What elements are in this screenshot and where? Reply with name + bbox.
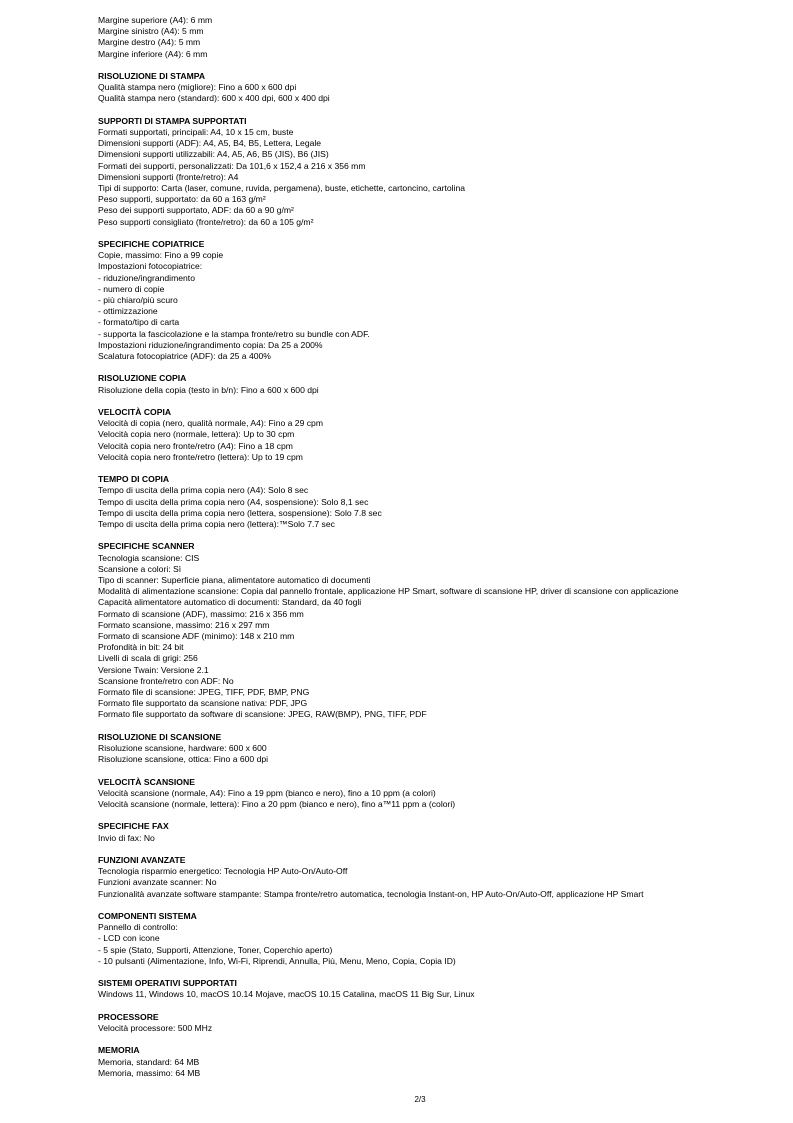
section-velocita-scansione [98,777,778,811]
spec-line: Qualità stampa nero (migliore): Fino a 600 x 600 dpi [98,82,297,93]
section-processore [98,1012,778,1034]
section-heading: TEMPO DI COPIA [98,474,170,485]
spec-line: Peso dei supporti supportato, ADF: da 60 a 90 g/m² [98,205,294,216]
spec-line: Scalatura fotocopiatrice (ADF): da 25 a 400% [98,351,271,362]
spec-line: Formati dei supporti, personalizzati: Da 101,6 x 152,4 a 216 x 356 mm [98,160,366,171]
section-heading: PROCESSORE [98,1011,159,1022]
spec-line: Risoluzione scansione, ottica: Fino a 600 dpi [98,754,269,765]
spec-line: Impostazioni fotocopiatrice: [98,261,203,272]
spec-line: Windows 11, Windows 10, macOS 10.14 Mojave, macOS 10.15 Catalina, macOS 11 Big Sur, Linux [98,989,475,1000]
spec-line: - supporta la fascicolazione e la stampa fronte/retro su bundle con ADF. [98,328,370,339]
spec-line: Funzioni avanzate scanner: No [98,877,217,888]
section-heading: COMPONENTI SISTEMA [98,911,197,922]
spec-line: Dimensioni supporti (fronte/retro): A4 [98,171,239,182]
spec-line: Copie, massimo: Fino a 99 copie [98,250,224,261]
spec-line: Margine inferiore (A4): 6 mm [98,48,208,59]
spec-line: Versione Twain: Versione 2.1 [98,664,209,675]
spec-line: Tempo di uscita della prima copia nero (lettera):™Solo 7.7 sec [98,519,335,530]
spec-line: Velocità copia nero fronte/retro (A4): Fino a 18 cpm [98,440,293,451]
section-heading: SPECIFICHE FAX [98,821,169,832]
spec-line: Capacità alimentatore automatico di documenti: Standard, da 40 fogli [98,597,362,608]
spec-line: Impostazioni riduzione/ingrandimento copia: Da 25 a 200% [98,339,323,350]
spec-line: Risoluzione scansione, hardware: 600 x 600 [98,743,267,754]
section-heading: SUPPORTI DI STAMPA SUPPORTATI [98,115,247,126]
section-heading: FUNZIONI AVANZATE [98,855,186,866]
section-supporti-di-stampa-supportati [98,116,778,228]
spec-line: Scansione fronte/retro con ADF: No [98,675,234,686]
spec-line: - ottimizzazione [98,306,158,317]
spec-line: Formato file supportato da software di scansione: JPEG, RAW(BMP), PNG, TIFF, PDF [98,709,427,720]
spec-line: Velocità copia nero fronte/retro (lettera): Up to 19 cpm [98,451,303,462]
spec-line: - 5 spie (Stato, Supporti, Attenzione, Toner, Coperchio aperto) [98,944,333,955]
spec-line: Funzionalità avanzate software stampante: Stampa fronte/retro automatica, tecnologia Instant-on, HP Auto-On/Auto-Off, applicazione HP Smart [98,888,644,899]
section-velocita-copia [98,407,778,463]
section-heading: RISOLUZIONE DI SCANSIONE [98,731,222,742]
section-memoria [98,1045,778,1079]
spec-line: Margine superiore (A4): 6 mm [98,15,213,25]
spec-line: Dimensioni supporti utilizzabili: A4, A5, A6, B5 (JIS), B6 (JIS) [98,149,329,160]
spec-line: Formato file di scansione: JPEG, TIFF, PDF, BMP, PNG [98,687,310,698]
spec-line: Livelli di scala di grigi: 256 [98,653,198,664]
section-specifiche-scanner [98,541,778,720]
spec-line: Risoluzione della copia (testo in b/n): Fino a 600 x 600 dpi [98,384,319,395]
spec-line: Peso supporti, supportato: da 60 a 163 g/m² [98,194,266,205]
margins-block [98,15,778,60]
section-heading: VELOCITÀ COPIA [98,407,172,418]
spec-line: Tempo di uscita della prima copia nero (lettera, sospensione): Solo 7.8 sec [98,507,382,518]
spec-line: Velocità scansione (normale, lettera): Fino a 20 ppm (bianco e nero), fino a™11 ppm a (colori) [98,799,456,810]
section-specifiche-copiatrice [98,239,778,362]
spec-document [98,15,778,1079]
spec-line: Dimensioni supporti (ADF): A4, A5, B4, B5, Lettera, Legale [98,138,322,149]
spec-line: Profondità in bit: 24 bit [98,642,184,653]
spec-line: Formato di scansione (ADF), massimo: 216 x 356 mm [98,608,304,619]
section-heading: MEMORIA [98,1045,140,1056]
spec-line: Tipi di supporto: Carta (laser, comune, ruvida, pergamena), buste, etichette, cartoncino, cartolina [98,183,466,194]
spec-line: Pannello di controllo: [98,922,178,933]
section-heading: SPECIFICHE COPIATRICE [98,239,205,250]
spec-line: Formati supportati, principali: A4, 10 x 15 cm, buste [98,127,294,137]
spec-line: Velocità copia nero (normale, lettera): Up to 30 cpm [98,429,295,440]
spec-line: - più chiaro/più scuro [98,295,178,306]
spec-sections [98,71,778,1079]
spec-line: Peso supporti consigliato (fronte/retro): da 60 a 105 g/m² [98,216,314,227]
section-tempo-di-copia [98,474,778,530]
spec-line: Qualità stampa nero (standard): 600 x 400 dpi, 600 x 400 dpi [98,93,330,104]
page-number: 2/3 [414,1095,426,1104]
section-heading: VELOCITÀ SCANSIONE [98,776,195,787]
spec-line: Formato file supportato da scansione nativa: PDF, JPG [98,698,308,709]
section-risoluzione-di-scansione [98,732,778,766]
spec-line: Memoria, standard: 64 MB [98,1056,200,1067]
section-funzioni-avanzate [98,855,778,900]
spec-line: - numero di copie [98,283,165,294]
spec-line: Scansione a colori: Sì [98,563,182,574]
spec-line: Velocità di copia (nero, qualità normale, A4): Fino a 29 cpm [98,418,323,429]
spec-line: - 10 pulsanti (Alimentazione, Info, Wi-Fi, Riprendi, Annulla, Più, Menu, Meno, Copia, Copia ID) [98,955,456,966]
section-sistemi-operativi-supportati [98,978,778,1000]
spec-line: Margine destro (A4): 5 mm [98,37,201,48]
spec-line: - LCD con icone [98,933,160,944]
spec-line: Formato scansione, massimo: 216 x 297 mm [98,619,270,630]
section-heading: RISOLUZIONE COPIA [98,373,187,384]
section-specifiche-fax [98,821,778,843]
spec-line: Tipo di scanner: Superficie piana, alimentatore automatico di documenti [98,575,371,586]
spec-line: Tecnologia scansione: CIS [98,552,200,563]
section-risoluzione-di-stampa [98,71,778,105]
spec-line: Velocità scansione (normale, A4): Fino a 19 ppm (bianco e nero), fino a 10 ppm (a colori) [98,787,436,798]
section-componenti-sistema [98,911,778,967]
spec-line: Memoria, massimo: 64 MB [98,1067,201,1078]
spec-line: Tempo di uscita della prima copia nero (A4, sospensione): Solo 8,1 sec [98,496,369,507]
spec-line: Invio di fax: No [98,832,155,843]
spec-line: - riduzione/ingrandimento [98,272,195,283]
spec-line: Velocità processore: 500 MHz [98,1023,213,1034]
spec-line: Formato di scansione ADF (minimo): 148 x 210 mm [98,631,295,642]
section-heading: SPECIFICHE SCANNER [98,541,195,552]
section-risoluzione-copia [98,373,778,395]
section-heading: SISTEMI OPERATIVI SUPPORTATI [98,978,237,989]
spec-line: - formato/tipo di carta [98,317,180,328]
spec-line: Tecnologia risparmio energetico: Tecnologia HP Auto-On/Auto-Off [98,866,348,877]
spec-line: Tempo di uscita della prima copia nero (A4): Solo 8 sec [98,485,309,496]
spec-line: Modalità di alimentazione scansione: Copia dal pannello frontale, applicazione HP Smart, software di scansione HP, driver di scansione con applicazione [98,586,679,597]
spec-line: Margine sinistro (A4): 5 mm [98,26,204,37]
section-heading: RISOLUZIONE DI STAMPA [98,71,206,81]
